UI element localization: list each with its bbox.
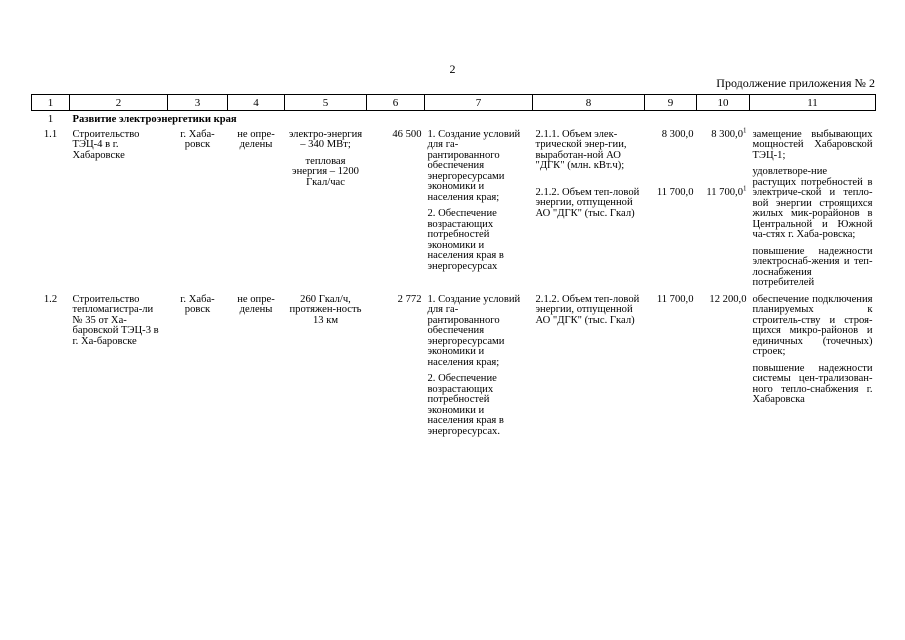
appendix-table — [31, 94, 876, 438]
footnote-mark: 1 — [743, 183, 747, 192]
column-number: 6 — [367, 95, 425, 111]
cost-value: 46 500 — [392, 128, 422, 140]
column-number: 5 — [285, 95, 367, 111]
location: г. Хаба-ровск — [180, 128, 215, 150]
capacity-cell — [285, 290, 367, 439]
table-row — [32, 290, 876, 439]
implementation-term: не опре-делены — [237, 293, 275, 315]
column-number-row — [32, 95, 876, 111]
indicator-item: 2.1.2. Объем теп-ловой энергии, отпущенной АО "ДГК" (тыс. Гкал) — [535, 186, 640, 219]
goals-cell — [425, 129, 533, 290]
indicator-item: 2.1.1. Объем элек-трической энер-гии, выработан-ной АО "ДГК" (млн. кВт.ч); — [535, 128, 627, 171]
capacity-item: электро-энергия – 340 МВт; — [288, 128, 363, 150]
column-number: 1 — [32, 95, 70, 111]
column-number: 2 — [70, 95, 168, 111]
location: г. Хаба-ровск — [180, 293, 215, 315]
capacity-item: 260 Гкал/ч, протяжен-ность 13 км — [289, 293, 362, 326]
target-values-cell — [697, 125, 750, 290]
effect-item: обеспечение подключения планируемых к строитель-ству и строя-щихся микро-районов и единичных (точечных) строек; — [752, 293, 873, 357]
indicators-cell — [533, 290, 645, 439]
effect-item: удовлетворе-ние растущих потребностей в электриче-ской и тепло-вой энергии строящихся жилых мик-рорайонов в Центральной и Южной ча-стях г. Хаба-ровска; — [752, 166, 873, 240]
base-value: 11 700,0 — [656, 293, 694, 305]
effects-cell — [750, 290, 876, 439]
goal-item: 2. Обеспечение возрастающих потребностей экономики и населения края в энергоресурсах — [427, 208, 504, 272]
base-value: 11 700,0 — [656, 186, 694, 198]
column-number: 7 — [425, 95, 533, 111]
target-value-wrap — [700, 125, 747, 188]
indicators-cell — [533, 129, 645, 290]
table-row — [32, 129, 876, 290]
effect-item: повышение надежности электроснаб-жения и теп-лоснабжения потребителей — [752, 245, 873, 288]
target-value: 8 300,0 — [711, 128, 743, 140]
column-number: 8 — [533, 95, 645, 111]
goal-item: 1. Создание условий для га-рантированного обеспечения энергоресурсами экономики и населения края; — [427, 293, 521, 368]
base-value: 8 300,0 — [661, 128, 694, 140]
base-values-cell — [645, 129, 697, 290]
goal-item: 1. Создание условий для га-рантированного обеспечения энергоресурсами экономики и населения края; — [427, 128, 521, 203]
implementation-term: не опре-делены — [237, 128, 275, 150]
effect-item: замещение выбывающих мощностей Хабаровской ТЭЦ-1; — [752, 128, 873, 161]
column-number: 3 — [168, 95, 228, 111]
target-value-wrap — [700, 183, 747, 199]
row-number: 1.2 — [43, 293, 58, 305]
target-value: 12 200,0 — [709, 293, 747, 305]
column-number: 11 — [750, 95, 876, 111]
effect-item: повышение надежности системы цен-трализован-ного тепло-снабжения г. Хабаровска — [752, 362, 873, 405]
column-number: 10 — [697, 95, 750, 111]
section-number: 1 — [47, 114, 54, 125]
footnote-mark: 1 — [743, 125, 747, 134]
row-number: 1.1 — [43, 128, 58, 140]
capacity-cell — [285, 129, 367, 290]
object-name: Строительство ТЭЦ-4 в г. Хабаровске — [72, 128, 140, 161]
object-name: Строительство тепломагистра-ли № 35 от Ха-баровской ТЭЦ-3 в г. Ха-баровске — [72, 293, 159, 347]
target-value: 11 700,0 — [706, 186, 743, 198]
column-number: 4 — [228, 95, 285, 111]
indicator-item: 2.1.2. Объем теп-ловой энергии, отпущенной АО "ДГК" (тыс. Гкал) — [535, 293, 640, 326]
goals-cell — [425, 290, 533, 439]
section-title: Развитие электроэнергетики края — [72, 114, 237, 125]
continuation-note: Продолжение приложения № 2 — [716, 76, 875, 90]
page-number: 2 — [449, 62, 456, 76]
goal-item: 2. Обеспечение возрастающих потребностей экономики и населения края в энергоресурсах. — [427, 373, 504, 437]
column-number: 9 — [645, 95, 697, 111]
section-row — [32, 111, 876, 129]
cost-value: 2 772 — [397, 293, 422, 305]
effects-cell — [750, 129, 876, 290]
capacity-item: тепловая энергия – 1200 Гкал/час — [292, 155, 359, 188]
